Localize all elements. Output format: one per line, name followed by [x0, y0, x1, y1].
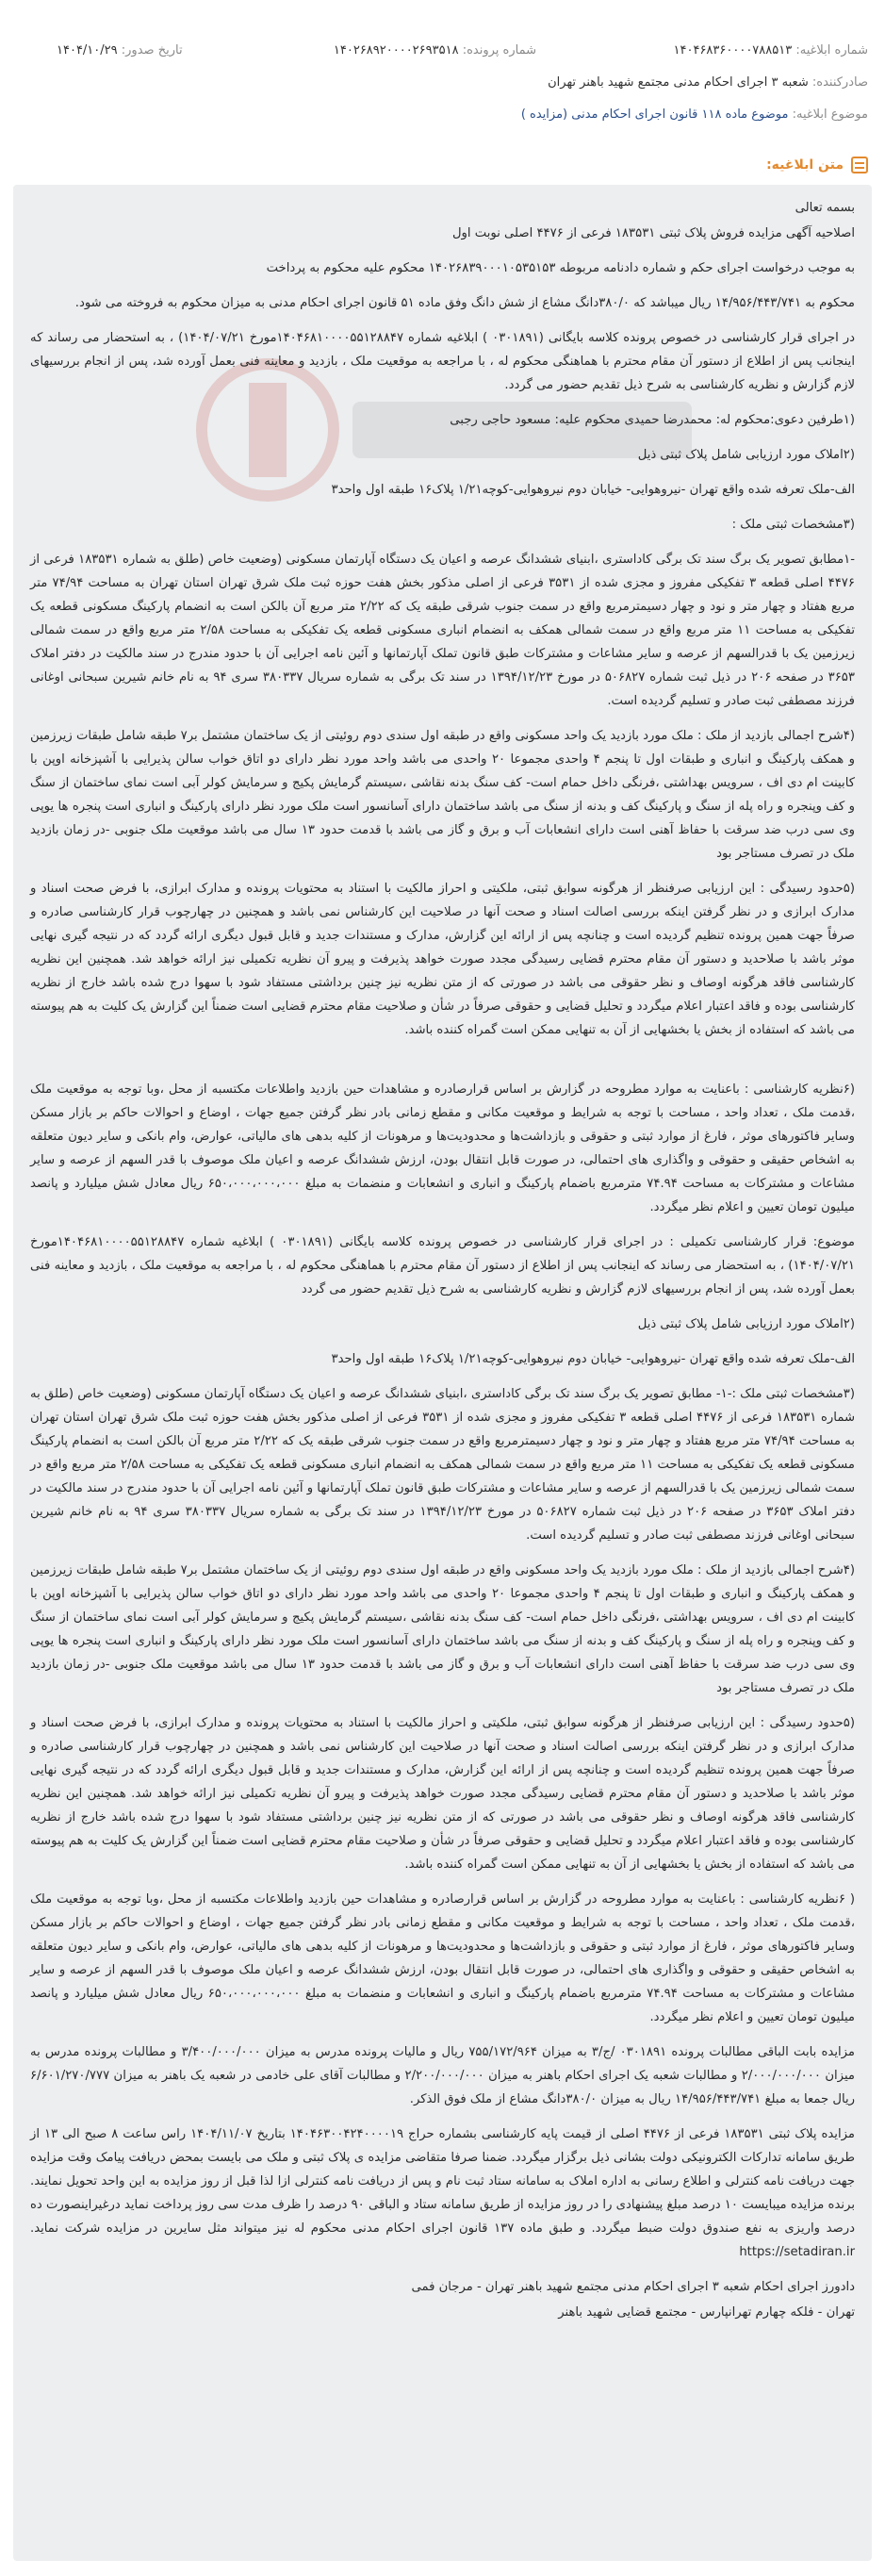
paragraph: مزایده پلاک ثبتی ۱۸۳۵۳۱ فرعی از ۴۴۷۶ اصلی از قیمت پایه کارشناسی بشماره حراج ۱۴۰۴۶۳۰۰۴۲۴۰۰۰۰۱۹ بتاریخ ۱۴۰۴/۱۱/۰۷ راس ساعت ۸ صبح الی ۱۳ از طریق سامانه تدارکات الکترونیکی دولت بشانی ذیل برگزار میگردد. ضمنا صرفا متقاضی مزایده ی پلاک ثبتی و ملک می بایست بمحض دریافت پیامک وقت مزایده جهت دریافت نامه کنترلی و اطلاع رسانی به اداره املاک به سامانه ستاد ثبت نام و پس از دریافت نامه کنترلی ازا لذا قبل از روز مزایده به این واحد تحویل نمایند. برنده مزایده میبایست ۱۰ درصد مبلغ پیشنهادی را در روز مزایده از طریق سامانه ستاد و الباقی ۹۰ درصد را ظرف مدت سی روز پرداخت نماید درغیراینصورت ده درصد واریزی به نفع صندوق دولت ضبط میگردد. و طبق ماده ۱۳۷ قانون اجرای احکام مدنی محکوم له نیز میتواند مثل سایرین در مزایده شرکت نماید. https://setadiran.ir [30, 2127, 856, 2259]
paragraph: (۱طرفین دعوی:محکوم له: محمدرضا حمیدی محکوم علیه: مسعود حاجی رجبی [450, 413, 855, 427]
meta-row [0, 43, 885, 64]
notice-text [30, 196, 855, 2324]
paragraph: الف-ملک تعرفه شده واقع تهران -نیروهوایی- خیابان دوم نیروهوایی-کوچه۱/۲۱ پلاک۱۶ طبقه اول واحد۳ [331, 1352, 855, 1366]
paragraph: به موجب درخواست اجرای حکم و شماره دادنامه مربوطه ۱۴۰۲۶۸۳۹۰۰۰۱۰۵۳۵۱۵۳ محکوم علیه محکوم به پرداخت [266, 261, 855, 275]
paragraph: در اجرای قرار کارشناسی در خصوص پرونده کلاسه بایگانی (۰۳۰۱۸۹۱ ) ابلاغیه شماره ۱۴۰۴۶۸۱۰۰۰۰۵۵۱۲۸۸۴۷مورخ ۱۴۰۴/۰۷/۲۱) ، به استحضار می رساند که اینجانب پس از اطلاع از دستور آن مقام محترم با هماهنگی محکوم له ، با مراجعه به موقعیت ملک ، بازدید و معاینه فنی بعمل آورده شد، پس از انجام بررسیهای لازم گزارش و نظریه کارشناسی به شرح ذیل تقدیم حضور می گردد. [30, 331, 856, 392]
paragraph: -۱مطابق تصویر یک برگ سند تک برگی کاداستری ،ابنیای ششدانگ عرصه و اعیان یک دستگاه آپارتمان مسکونی (وضعیت خاص (طلق به شماره ۱۸۳۵۳۱ فرعی از ۴۴۷۶ اصلی قطعه ۳ تفکیکی مفروز و مجزی شده از ۳۵۳۱ فرعی از اصلی مذکور بخش هفت حوزه ثبت ملک شرق تهران استان تهران به مساحت ۷۴/۹۴ متر مربع هفتاد و چهار متر و نود و چهار دسیمترمربع واقع در سمت جنوب شرقی طبقه یک که ۲/۲۲ متر مربع آن بالکن است به انضمام پارکینگ مسکونی قطعه یک تفکیکی به مساحت ۱۱ متر مربع واقع در سمت شمالی همکف به انضمام انباری مسکونی قطعه یک تفکیکی به مساحت ۲/۵۸ متر مربع واقع در سمت شمالی زیرزمین یک با قدرالسهم از عرصه و سایر مشاعات و مشترکات طبق قانون تملک آپارتمانها و آئین نامه اجرایی آن با حدود مندرج در سند مالکیت در دفتر املاک ۳۶۵۳ در صفحه ۲۰۶ در ذیل ثبت شماره ۵۰۶۸۲۷ در مورخ ۱۳۹۴/۱۲/۲۳ در سند تک برگی به شماره سریال ۳۸۰۳۳۷ سری ۹۴ به نام خانم شیرین سبحانی اوغانی فرزند مصطفی ثبت صادر و تسلیم گردیده است. [30, 553, 856, 708]
paragraph: (۳مشخصات ثبتی ملک :-۱- مطابق تصویر یک برگ سند تک برگی کاداستری ،ابنیای ششدانگ عرصه و اعیان یک دستگاه آپارتمان مسکونی (وضعیت خاص (طلق به شماره ۱۸۳۵۳۱ فرعی از ۴۴۷۶ اصلی قطعه ۳ تفکیکی مفروز و مجزی شده از ۳۵۳۱ فرعی از اصلی مذکور بخش هفت حوزه ثبت ملک شرق تهران استان تهران به مساحت ۷۴/۹۴ متر مربع هفتاد و چهار متر و نود و چهار دسیمترمربع واقع در سمت جنوب شرقی طبقه یک که ۲/۲۲ متر مربع آن بالکن است به انضمام پارکینگ مسکونی قطعه یک تفکیکی به مساحت ۱۱ متر مربع واقع در سمت شمالی همکف به انضمام انباری مسکونی قطعه یک تفکیکی به مساحت ۲/۵۸ متر مربع واقع در سمت شمالی زیرزمین یک با قدرالسهم از عرصه و سایر مشاعات و مشترکات طبق قانون تملک آپارتمانها و آئین نامه اجرایی آن با حدود مندرج در سند مالکیت در دفتر املاک ۳۶۵۳ در صفحه ۲۰۶ در ذیل ثبت شماره ۵۰۶۸۲۷ در مورخ ۱۳۹۴/۱۲/۲۳ در سند تک برگی به شماره سریال ۳۸۰۳۳۷ سری ۹۴ به نام خانم شیرین سبحانی اوغانی فرزند مصطفی ثبت صادر و تسلیم گردیده است. [30, 1387, 855, 1543]
paragraph: دادورز اجرای احکام شعبه ۳ اجرای احکام مدنی مجتمع شهید باهنر تهران - مرجان فمی [411, 2280, 855, 2294]
paragraph: اصلاحیه آگهی مزایده فروش پلاک ثبتی ۱۸۳۵۳۱ فرعی از ۴۴۷۶ اصلی نوبت اول [451, 226, 855, 240]
paragraph: (۵حدود رسیدگی : این ارزیابی صرفنظر از هرگونه سوابق ثبتی، ملکیتی و احراز مالکیت با استناد به محتویات پرونده و مدارک ابرازی، با فرض صحت اسناد و مدارک ابرازی و در نظر گرفتن اینکه بررسی اصالت اسناد و صحت آنها در صلاحیت این کارشناس نمی باشد و همچنین در چهارچوب قرار کارشناسی صادره و صرفاً جهت همین پرونده تنظیم گردیده است و چنانچه پس از ارائه این گزارش، مدارک و مستندات جدید و قابل قبول دیگری ارائه گردد که در نتیجه گیری نهایی موثر باشد با صلاحدید و دستور آن مقام محترم قضایی رسیدگی مجدد صورت خواهد پذیرفت و پیرو آن نظریه تکمیلی نیز ارائه خواهد شد. همچنین این نظریه کارشناسی فاقد هرگونه اوصاف و نظر حقوقی می باشد در صورتی که از متن نظریه نیز چنین برداشتی مستفاد شود با سهوا درج شده باشد خارج از نظریه کارشناسی بوده و فاقد اعتبار اعلام میگردد و تحلیل قضایی و حقوقی صرفاً در شأن و صلاحیت مقام محترم قضایی است ضمناً این گزارش یک کلیت به هم پیوسته می باشد که استفاده از بخش یا بخشهایی از آن به تنهایی ممکن است گمراه کننده باشد. [30, 882, 855, 1037]
issuer: صادرکننده: شعبه ۳ اجرای احکام مدنی مجتمع شهید باهنر تهران [548, 75, 868, 90]
paragraph: مزایده بابت الباقی مطالبات پرونده ۰۳۰۱۸۹۱ /ج/۳ به میزان ۷۵۵/۱۷۲/۹۶۴ ریال و مالیات پرونده مدرس به میزان ۳/۴۰۰/۰۰۰/۰۰۰ و مطالبات پرونده مدرس به میزان ۲/۰۰۰/۰۰۰/۰۰۰ و مطالبات شعبه یک اجرای احکام باهنر به میزان ۲/۲۰۰/۰۰۰/۰۰۰ و مطالبات آقای علی خادمی در شعبه یک باهنر به میزان ۶/۶۰۱/۲۷۰/۷۷۷ ریال جمعا به مبلغ ۱۴/۹۵۶/۴۴۳/۷۴۱ ریال به میزان ۳۸۰/۰دانگ مشاع از ملک فوق الذکر. [30, 2045, 855, 2106]
paragraph: (۳مشخصات ثبتی ملک : [731, 518, 855, 532]
paragraph: ( ۶نظریه کارشناسی : باعنایت به موارد مطروحه در گزارش بر اساس قرارصادره و مشاهدات حین بازدید واطلاعات مکتسبه از محل ،وبا توجه به موقعیت ملک ،قدمت ملک ، تعداد واحد ، مساحت با توجه به شرایط و موقعیت مکانی و مقطع زمانی بادر نظر گرفتن جمیع جهات ، اوضاع و احوالات حاکم بر بازار مسکن وسایر فاکتورهای موثر ، فارغ از موارد ثبتی و حقوقی و بازداشت‌ها و محدودیت‌ها و مرهونات از کلیه بدهی های مالیاتی، عوارض، وام بانکی و سایر دیون متعلقه به اشخاص حقیقی و حقوقی و واگذاری های احتمالی، در صورت قابل انتقال بودن، ارزش ششدانگ عرصه و اعیان ملک موصوف با قدر السهم از عرصه و سایر مشاعات و مشترکات به مساحت ۷۴.۹۴ مترمربع باضمام پارکینگ و انباری و انشعابات و منضمات به مبلغ ۶۵۰،۰۰۰،۰۰۰،۰۰۰ ریال معادل شش میلیارد و پانصد میلیون تومان تعیین و اعلام نظر میگردد. [30, 1892, 855, 2024]
notice-number: شماره ابلاغیه: ۱۴۰۴۶۸۳۶۰۰۰۰۷۸۸۵۱۳ [673, 43, 868, 58]
paragraph: الف-ملک تعرفه شده واقع تهران -نیروهوایی- خیابان دوم نیروهوایی-کوچه۱/۲۱ پلاک۱۶ طبقه اول واحد۳ [331, 483, 855, 497]
paragraph: (۲املاک مورد ارزیابی شامل پلاک ثبتی ذیل [637, 1317, 855, 1331]
case-number: شماره پرونده: ۱۴۰۲۶۸۹۲۰۰۰۰۲۶۹۳۵۱۸ [333, 43, 536, 58]
paragraph: (۵حدود رسیدگی : این ارزیابی صرفنظر از هرگونه سوابق ثبتی، ملکیتی و احراز مالکیت با استناد به محتویات پرونده و مدارک ابرازی، با فرض صحت اسناد و مدارک ابرازی و در نظر گرفتن اینکه بررسی اصالت اسناد و صحت آنها در صلاحیت این کارشناس نمی باشد و همچنین در چهارچوب قرار کارشناسی صادره و صرفاً جهت همین پرونده تنظیم گردیده است و چنانچه پس از ارائه این گزارش، مدارک و مستندات جدید و قابل قبول دیگری ارائه گردد که در نتیجه گیری نهایی موثر باشد با صلاحدید و دستور آن مقام محترم قضایی رسیدگی مجدد صورت خواهد پذیرفت و پیرو آن نظریه تکمیلی نیز ارائه خواهد شد. همچنین این نظریه کارشناسی فاقد هرگونه اوصاف و نظر حقوقی می باشد در صورتی که از متن نظریه نیز چنین برداشتی مستفاد شود با سهوا درج شده باشد خارج از نظریه کارشناسی بوده و فاقد اعتبار اعلام میگردد و تحلیل قضایی و حقوقی صرفاً در شأن و صلاحیت مقام محترم قضایی است ضمناً این گزارش یک کلیت به هم پیوسته می باشد که استفاده از بخش یا بخشهایی از آن به تنهایی ممکن است گمراه کننده باشد. [30, 1716, 855, 1872]
paragraph: (۶نظریه کارشناسی : باعنایت به موارد مطروحه در گزارش بر اساس قرارصادره و مشاهدات حین بازدید واطلاعات مکتسبه از محل ،وبا توجه به موقعیت ملک ،قدمت ملک ، تعداد واحد ، مساحت با توجه به شرایط و موقعیت مکانی و مقطع زمانی بادر نظر گرفتن جمیع جهات ، اوضاع و احوالات حاکم بر بازار مسکن وسایر فاکتورهای موثر ، فارغ از موارد ثبتی و حقوقی و بازداشت‌ها و محدودیت‌ها و مرهونات از کلیه بدهی های مالیاتی، عوارض، وام بانکی و سایر دیون متعلقه به اشخاص حقیقی و حقوقی و واگذاری های احتمالی، در صورت قابل انتقال بودن، ارزش ششدانگ عرصه و اعیان ملک موصوف با قدر السهم از عرصه و سایر مشاعات و مشترکات به مساحت ۷۴.۹۴ مترمربع باضمام پارکینگ و انباری و انشعابات و منضمات به مبلغ ۶۵۰،۰۰۰،۰۰۰،۰۰۰ ریال معادل شش میلیارد و پانصد میلیون تومان تعیین و اعلام نظر میگردد. [30, 1082, 855, 1214]
notice-text-icon [851, 157, 868, 173]
paragraph: (۲املاک مورد ارزیابی شامل پلاک ثبتی ذیل [637, 448, 855, 462]
notice-header [0, 0, 885, 141]
paragraph: محکوم به ۱۴/۹۵۶/۴۴۳/۷۴۱ ریال میباشد که ۳۸۰/۰دانگ مشاع از شش دانگ وفق ماده ۵۱ قانون اجرای احکام مدنی به میزان محکوم به فروخته می شود. [74, 296, 855, 310]
paragraph: (۴شرح اجمالی بازدید از ملک : ملک مورد بازدید یک واحد مسکونی واقع در طبقه اول سندی دوم روئیتی از یک ساختمان مشتمل بر۷ طبقه شامل طبقات زیرزمین و همکف پارکینگ و انباری و طبقات اول تا پنجم ۴ واحدی مجموعا ۲۰ واحدی می باشد واحد مورد نظر دارای دو اتاق خواب سالن پذیرایی با آشپزخانه اوپن با کابینت ام دی اف ، سرویس بهداشتی ،فرنگی داخل حمام است- کف سنگ بدنه نقاشی ،سیستم گرمایش پکیج و سرمایش کولر آبی است نمای ساختمان از سنگ و کف وپنجره و راه پله از سنگ و پارکینگ کف و بدنه از سنگ می باشد ساختمان دارای آسانسور است ملک مورد نظر دارای پارکینگ و انباری است پنجره ها یوپی وی سی درب ضد سرقت با حفاظ آهنی است دارای انشعابات آب و برق و گاز می باشد با قدمت حدود ۱۳ سال می باشد موقعیت ملک جنوبی -در زمان بازدید ملک در تصرف مستاجر بود [30, 1563, 856, 1695]
paragraph: موضوع: قرار کارشناسی تکمیلی : در اجرای قرار کارشناسی در خصوص پرونده کلاسه بایگانی (۰۳۰۱۸۹۱ ) ابلاغیه شماره ۱۴۰۴۶۸۱۰۰۰۰۵۵۱۲۸۸۴۷مورخ ۱۴۰۴/۰۷/۲۱) ، به استحضار می رساند که اینجانب پس از اطلاع از دستور آن مقام محترم با هماهنگی محکوم له ، با مراجعه به موقعیت ملک ، بازدید و معاینه فنی بعمل آورده شد، پس از انجام بررسیهای لازم گزارش و نظریه کارشناسی به شرح ذیل تقدیم حضور می گردد [30, 1235, 855, 1296]
paragraph: (۴شرح اجمالی بازدید از ملک : ملک مورد بازدید یک واحد مسکونی واقع در طبقه اول سندی دوم روئیتی از یک ساختمان مشتمل بر۷ طبقه شامل طبقات زیرزمین و همکف پارکینگ و انباری و طبقات اول تا پنجم ۴ واحدی مجموعا ۲۰ واحدی می باشد واحد مورد نظر دارای دو اتاق خواب سالن پذیرایی با آشپزخانه اوپن با کابینت ام دی اف ، سرویس بهداشتی ،فرنگی داخل حمام است- کف سنگ بدنه نقاشی ،سیستم گرمایش پکیج و سرمایش کولر آبی است نمای ساختمان از سنگ و کف وپنجره و راه پله از سنگ و پارکینگ کف و بدنه از سنگ می باشد ساختمان دارای آسانسور است ملک مورد نظر دارای پارکینگ و انباری است پنجره ها یوپی وی سی درب ضد سرقت با حفاظ آهنی است دارای انشعابات آب و برق و گاز می باشد با قدمت حدود ۱۳ سال می باشد موقعیت ملک جنوبی -در زمان بازدید ملک در تصرف مستاجر بود [30, 729, 856, 861]
spacer [30, 1053, 855, 1078]
issue-date: تاریخ صدور: ۱۴۰۴/۱۰/۲۹ [57, 43, 183, 58]
section-title: متن ابلاغیه: [766, 155, 868, 175]
notice-subject: موضوع ابلاغیه: موضوع ماده ۱۱۸ قانون اجرای احکام مدنی (مزایده ) [520, 107, 868, 122]
notice-body [13, 185, 872, 2561]
paragraph: بسمه تعالی [795, 201, 855, 215]
paragraph: تهران - فلکه چهارم تهرانپارس - مجتمع قضایی شهید باهنر [558, 2305, 855, 2320]
